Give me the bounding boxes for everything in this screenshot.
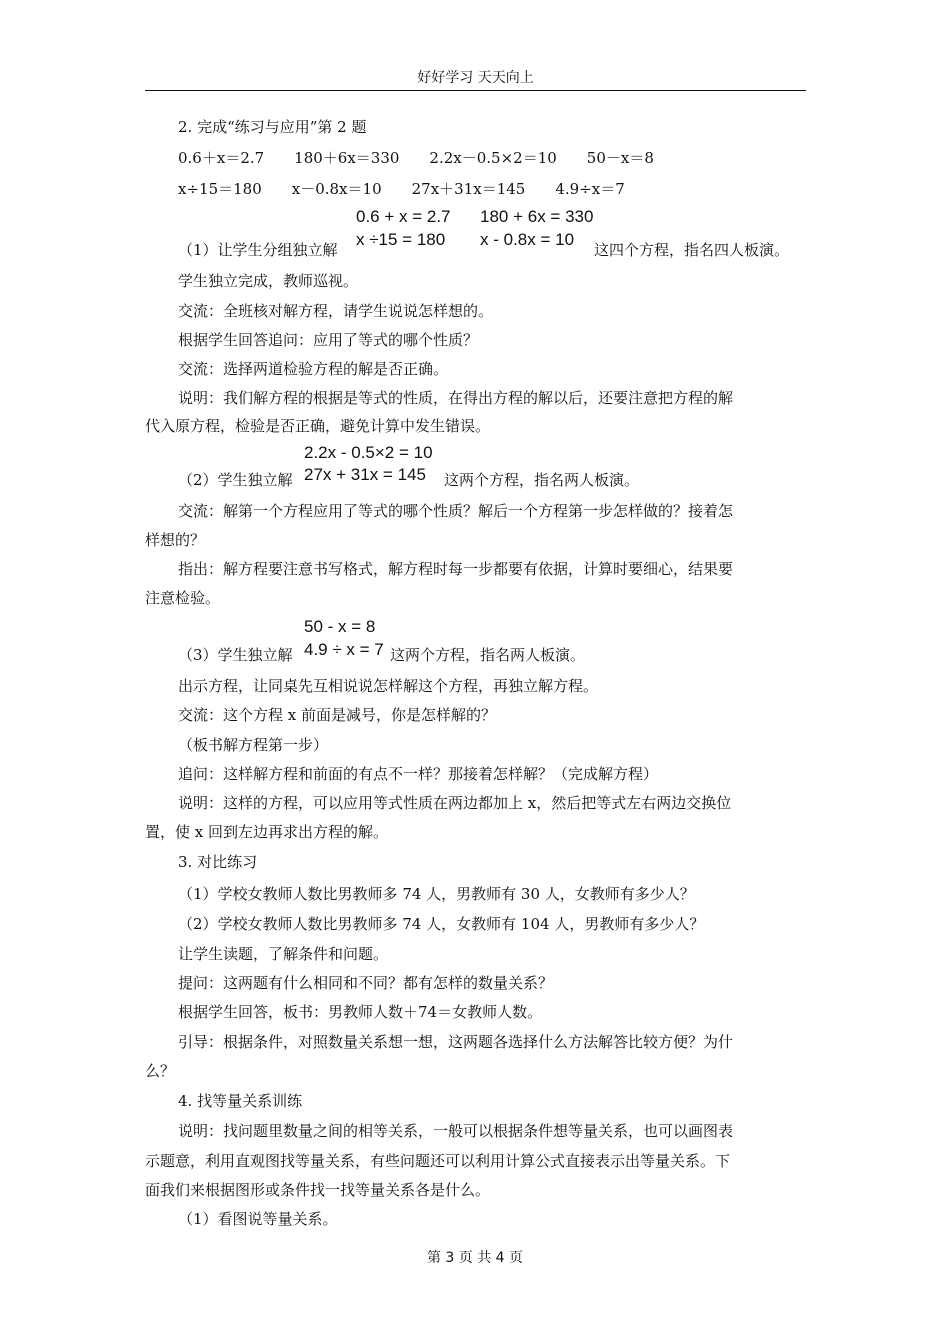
paragraph-line: 指出：解方程要注意书写格式，解方程时每一步都要有依据，计算时要细心，结果要 bbox=[178, 560, 734, 578]
equation-row: 0.6＋x＝2.7 180＋6x＝330 2.2x－0.5×2＝10 50－x＝8 bbox=[178, 149, 654, 167]
paragraph-line: 示题意，利用直观图找等量关系，有些问题还可以利用计算公式直接表示出等量关系。下 bbox=[145, 1152, 731, 1170]
paragraph-line: 说明：这样的方程，可以应用等式性质在两边都加上 x，然后把等式左右两边交换位 bbox=[178, 794, 732, 812]
paragraph-line: 说明：我们解方程的根据是等式的性质，在得出方程的解以后，还要注意把方程的解 bbox=[178, 389, 734, 407]
paragraph-line: （3）学生独立解 bbox=[178, 646, 293, 664]
paragraph-line: 么？ bbox=[145, 1062, 176, 1080]
paragraph-line: 出示方程，让同桌先互相说说怎样解这个方程，再独立解方程。 bbox=[178, 677, 599, 695]
paragraph-line: 代入原方程，检验是否正确，避免计算中发生错误。 bbox=[145, 417, 491, 435]
formula: x - 0.8x = 10 bbox=[480, 230, 575, 249]
paragraph-line: （1）让学生分组独立解 bbox=[178, 241, 338, 259]
paragraph-line: 让学生读题，了解条件和问题。 bbox=[178, 945, 389, 963]
paragraph-line: 置，使 x 回到左边再求出方程的解。 bbox=[145, 823, 388, 841]
paragraph-line: 这两个方程，指名两人板演。 bbox=[390, 646, 586, 664]
formula: 27x + 31x = 145 bbox=[304, 465, 426, 484]
paragraph-line: 学生独立完成，教师巡视。 bbox=[178, 272, 359, 290]
formula: 180 + 6x = 330 bbox=[480, 207, 594, 226]
paragraph-line: 根据学生回答追问：应用了等式的哪个性质？ bbox=[178, 331, 479, 349]
paragraph-line: 提问：这两题有什么相同和不同？都有怎样的数量关系？ bbox=[178, 974, 554, 992]
paragraph-line: 说明：找问题里数量之间的相等关系，一般可以根据条件想等量关系，也可以画图表 bbox=[178, 1122, 734, 1140]
section-title: 2. 完成“练习与应用”第 2 题 bbox=[178, 118, 367, 136]
paragraph-line: 交流：选择两道检验方程的解是否正确。 bbox=[178, 360, 449, 378]
formula: 4.9 ÷ x = 7 bbox=[304, 640, 384, 659]
formula: 50 - x = 8 bbox=[304, 617, 376, 636]
paragraph-line: （2）学生独立解 bbox=[178, 471, 293, 489]
paragraph-line: 这四个方程，指名四人板演。 bbox=[594, 241, 790, 259]
paragraph-line: （1）学校女教师人数比男教师多 74 人，男教师有 30 人，女教师有多少人？ bbox=[178, 885, 695, 903]
paragraph-line: 面我们来根据图形或条件找一找等量关系各是什么。 bbox=[145, 1181, 491, 1199]
paragraph-line: 引导：根据条件，对照数量关系想一想，这两题各选择什么方法解答比较方便？为什 bbox=[178, 1033, 734, 1051]
paragraph-line: 交流：全班核对解方程，请学生说说怎样想的。 bbox=[178, 302, 494, 320]
paragraph-line: 注意检验。 bbox=[145, 589, 221, 607]
equation-row: x÷15＝180 x－0.8x＝10 27x＋31x＝145 4.9÷x＝7 bbox=[178, 180, 625, 198]
paragraph-line: （2）学校女教师人数比男教师多 74 人，女教师有 104 人，男教师有多少人？ bbox=[178, 915, 705, 933]
formula: 2.2x - 0.5×2 = 10 bbox=[304, 443, 433, 462]
formula: x ÷15 = 180 bbox=[356, 230, 446, 249]
paragraph-line: 根据学生回答，板书：男教师人数＋74＝女教师人数。 bbox=[178, 1003, 543, 1021]
paragraph-line: 样想的？ bbox=[145, 531, 206, 549]
paragraph-line: （板书解方程第一步） bbox=[178, 736, 329, 754]
formula: 0.6 + x = 2.7 bbox=[356, 207, 451, 226]
paragraph-line: 这两个方程，指名两人板演。 bbox=[444, 471, 640, 489]
section-title: 4. 找等量关系训练 bbox=[178, 1092, 303, 1110]
page-footer: 第 3 页 共 4 页 bbox=[426, 1250, 524, 1266]
paragraph-line: 追问：这样解方程和前面的有点不一样？那接着怎样解？（完成解方程） bbox=[178, 765, 659, 783]
paragraph-line: （1）看图说等量关系。 bbox=[178, 1210, 338, 1228]
paragraph-line: 交流：这个方程 x 前面是减号，你是怎样解的？ bbox=[178, 706, 496, 724]
paragraph-line: 交流：解第一个方程应用了等式的哪个性质？解后一个方程第一步怎样做的？接着怎 bbox=[178, 502, 734, 520]
page-header: 好好学习 天天向上 bbox=[145, 68, 806, 91]
section-title: 3. 对比练习 bbox=[178, 853, 258, 871]
